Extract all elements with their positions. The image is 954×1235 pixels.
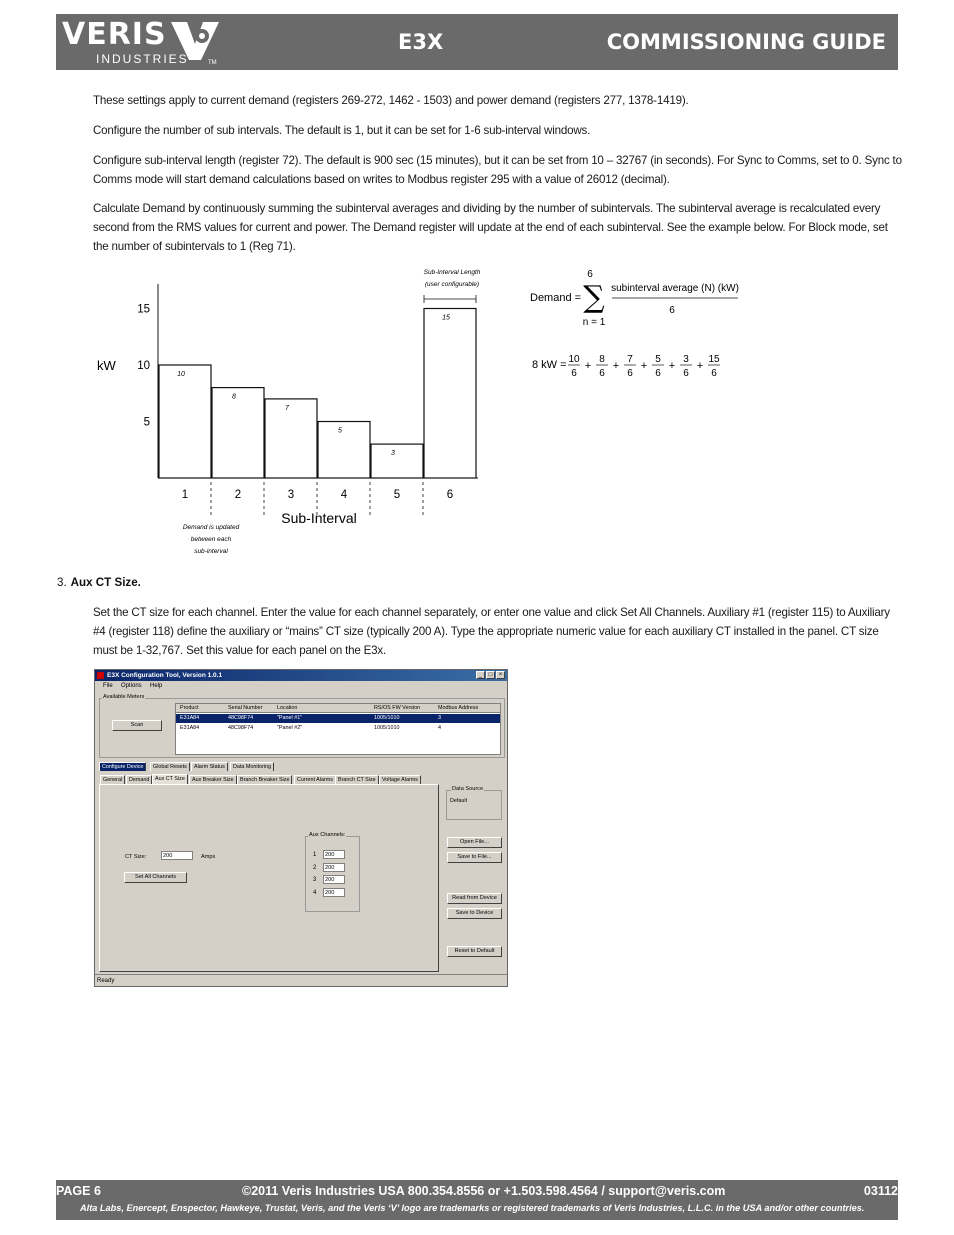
product-name: E3X [398,30,444,54]
formula-numerator: subinterval average (N) (kW) [611,283,739,294]
paragraph-aux-ct-size: Set the CT size for each channel. Enter the value for each channel separately, or enter one value and click Set All Channels. Auxiliary #1 (register 115) to Auxiliary #4 (register 118) define the auxiliary or “mains” CT size (typically 200 A). Type the appropriate numeric value for each auxiliary CT installed in the panel. CT size must be 1-32,767. Set this value for each panel on the E3x. [93,606,890,657]
aux-channel-3-label: 3 [313,877,317,883]
table-header [176,704,500,713]
cell-product: E31A84 [180,715,200,721]
aux-channel-1-input[interactable]: 200 [323,850,345,859]
demand-bar-chart [90,262,510,567]
chart-bar [318,422,370,479]
fraction-denominator: 6 [571,368,577,379]
status-bar [95,974,507,987]
demand-label: Demand = [530,292,582,304]
x-tick-label: 4 [340,489,348,501]
bar-value-label: 15 [442,314,450,322]
cell-product: E31A84 [180,725,200,731]
demand-update-annotation: Demand is updated [182,524,240,531]
x-axis-title: Sub-Interval [281,510,357,526]
chart-bar [212,388,264,478]
x-tick-label: 3 [287,489,295,501]
save-to-device-button[interactable]: Save to Device [447,908,502,919]
fraction-denominator: 6 [627,368,633,379]
col-location[interactable]: Location [277,705,298,711]
fraction-denominator: 6 [683,368,689,379]
set-all-channels-button[interactable]: Set All Channels [124,872,187,883]
demand-formula [528,262,758,382]
paragraph-calculate-demand: Calculate Demand by continuously summing the subinterval averages and dividing by the number of subintervals. The subinterval average is recalculated every second from the RMS values for current and power. The Demand register will update at the end of each subinterval. See the example below. For Block mode, set the number of subintervals to 1 (Reg 71). [93,202,888,253]
y-tick-label: 5 [143,416,150,429]
logo-trademark: TM [208,60,217,66]
status-text: Ready [97,978,115,984]
table-row[interactable] [176,714,500,723]
x-tick-label: 5 [393,489,401,501]
sum-upper-limit: 6 [587,269,593,280]
plus-sign: + [696,360,704,372]
table-row[interactable] [176,724,500,733]
aux-channel-4-input[interactable]: 200 [323,888,345,897]
guide-title: COMMISSIONING GUIDE [606,30,886,54]
example-lhs: 8 kW = [532,359,567,371]
y-tick-label: 15 [137,303,150,316]
cell-serial: 48C98F74 [228,715,254,721]
item-title: Aux CT Size. [70,576,141,589]
aux-channel-3-input[interactable]: 200 [323,875,345,884]
data-source-label: Data Source [452,786,484,792]
paragraph-sub-intervals: Configure the number of sub intervals. The default is 1, but it can be set for 1-6 sub-interval windows. [93,124,591,137]
tab-data-monitoring[interactable]: Data Monitoring [230,762,274,771]
menu-options[interactable]: Options [121,683,142,689]
bar-value-label: 8 [232,393,236,401]
tab-aux-ct-size[interactable]: Aux CT Size [152,774,188,784]
open-file-button[interactable]: Open File... [447,837,502,848]
tab-branch-breaker-size[interactable]: Branch Breaker Size [237,775,292,784]
item-3-heading [57,576,141,589]
fraction-numerator: 10 [568,354,580,365]
cell-location: "Panel #2" [277,725,303,731]
reset-to-default-button[interactable]: Reset to Default [447,946,502,957]
page-footer [56,1180,898,1220]
plus-sign: + [584,360,592,372]
aux-channel-2-input[interactable]: 200 [323,863,345,872]
close-button[interactable]: × [496,671,505,679]
cell-fw-version: 1005/1010 [374,715,400,721]
tab-global-resets[interactable]: Global Resets [150,762,190,771]
plus-sign: + [668,360,676,372]
menu-help[interactable]: Help [150,683,163,689]
ct-size-input[interactable]: 200 [161,851,193,860]
window-title: E3X Configuration Tool, Version 1.0.1 [95,670,507,681]
fraction-denominator: 6 [655,368,661,379]
bar-value-label: 3 [391,450,395,458]
doc-code: 03112 [863,1184,898,1198]
chart-bar [371,444,423,478]
maximize-button[interactable]: □ [486,671,495,679]
trademark-notice: Alta Labs, Enercept, Enspector, Hawkeye, Trustat, Veris, and the Veris ‘V’ logo are trademarks or registered trademarks of Veris Industries, L.L.C. in the USA and/or other countries. [80,1203,865,1213]
item-number: 3. [57,576,67,589]
config-tool-window [94,669,508,987]
chart-bar [159,365,211,478]
tab-current-alarms[interactable]: Current Alarms [294,775,336,784]
page-number: PAGE 6 [56,1184,101,1198]
sub-interval-length-annotation: Sub-Interval Length [423,269,481,276]
fraction-numerator: 3 [683,354,689,365]
aux-channels-group [305,836,360,912]
save-to-file-button[interactable]: Save to File... [447,852,502,863]
cell-location: "Panel #1" [277,715,303,721]
app-icon [97,672,104,679]
sub-interval-length-annotation: (user configurable) [424,281,480,288]
data-source-group [446,790,502,820]
tab-branch-ct-size[interactable]: Branch CT Size [335,775,379,784]
col-modbus-address[interactable]: Modbus Address [438,705,479,711]
aux-channels-label: Aux Channels: [309,832,346,838]
fraction-numerator: 8 [599,354,605,365]
available-meters-label: Available Meters [103,694,145,700]
bar-value-label: 10 [177,371,185,378]
sum-lower-limit: n = 1 [582,317,606,328]
col-product[interactable]: Product [180,705,199,711]
cell-serial: 48C98F74 [228,725,254,731]
y-tick-label: 10 [137,360,150,372]
formula-denominator: 6 [669,305,675,316]
read-from-device-button[interactable]: Read from Device [447,893,502,904]
tab-voltage-alarms[interactable]: Voltage Alarms [379,775,421,784]
fraction-numerator: 5 [655,354,661,365]
scan-button[interactable]: Scan [112,720,162,731]
bar-value-label: 7 [285,404,289,412]
tab-configure-device[interactable]: Configure Device [99,762,146,771]
plus-sign: + [612,360,620,372]
cell-modbus-address: 3 [438,715,441,721]
aux-channel-1-label: 1 [313,852,317,858]
menu-file[interactable]: File [103,683,113,689]
bar-value-label: 5 [338,427,342,435]
paragraph-demand-registers: These settings apply to current demand (registers 269-272, 1462 - 1503) and power demand (registers 277, 1378-1419). [93,94,689,107]
tab-aux-breaker-size[interactable]: Aux Breaker Size [189,775,237,784]
meters-table [175,703,501,755]
fraction-numerator: 15 [708,354,720,365]
y-axis-title: kW [97,358,116,373]
cell-modbus-address: 4 [438,725,441,731]
paragraph-sub-interval-length: Configure sub-interval length (register 72). The default is 900 sec (15 minutes), but it can be set from 10 – 32767 (in seconds). For Sync to Comms, set to 0. Sync to Comms mode will start demand calculations based on writes to Modbus register 295 with a value of 26012 (decimal). [93,154,902,186]
aux-channel-4-label: 4 [313,890,317,896]
fraction-denominator: 6 [599,368,605,379]
tab-general[interactable]: General [100,775,125,784]
demand-update-annotation: sub-interval [194,548,228,555]
aux-channel-2-label: 2 [313,865,317,871]
plus-sign: + [640,360,648,372]
x-tick-label: 1 [181,489,189,501]
col-serial[interactable]: Serial Number [228,705,263,711]
data-source-value: Default [450,798,468,804]
col-fw-version[interactable]: RS/OS FW Version [374,705,421,711]
chart-bar [265,399,317,478]
tab-demand[interactable]: Demand [126,775,152,784]
fraction-denominator: 6 [711,368,717,379]
x-tick-label: 6 [446,489,454,501]
amps-label: Amps [201,854,216,860]
demand-update-annotation: between each [190,536,232,543]
page-header [56,14,898,70]
tab-alarm-status[interactable]: Alarm Status [191,762,228,771]
logo-subtitle: INDUSTRIES [96,52,189,66]
minimize-button[interactable]: _ [476,671,485,679]
chart-bar [424,309,476,479]
cell-fw-version: 1005/1010 [374,725,400,731]
ct-size-label: CT Size: [125,854,147,860]
logo-wordmark: VERIS [62,17,167,52]
footer-contact: ©2011 Veris Industries USA 800.354.8556 or +1.503.598.4564 / support@veris.com [242,1184,726,1198]
fraction-numerator: 7 [627,354,633,365]
x-tick-label: 2 [234,489,242,501]
sigma-icon: ∑ [583,280,605,315]
